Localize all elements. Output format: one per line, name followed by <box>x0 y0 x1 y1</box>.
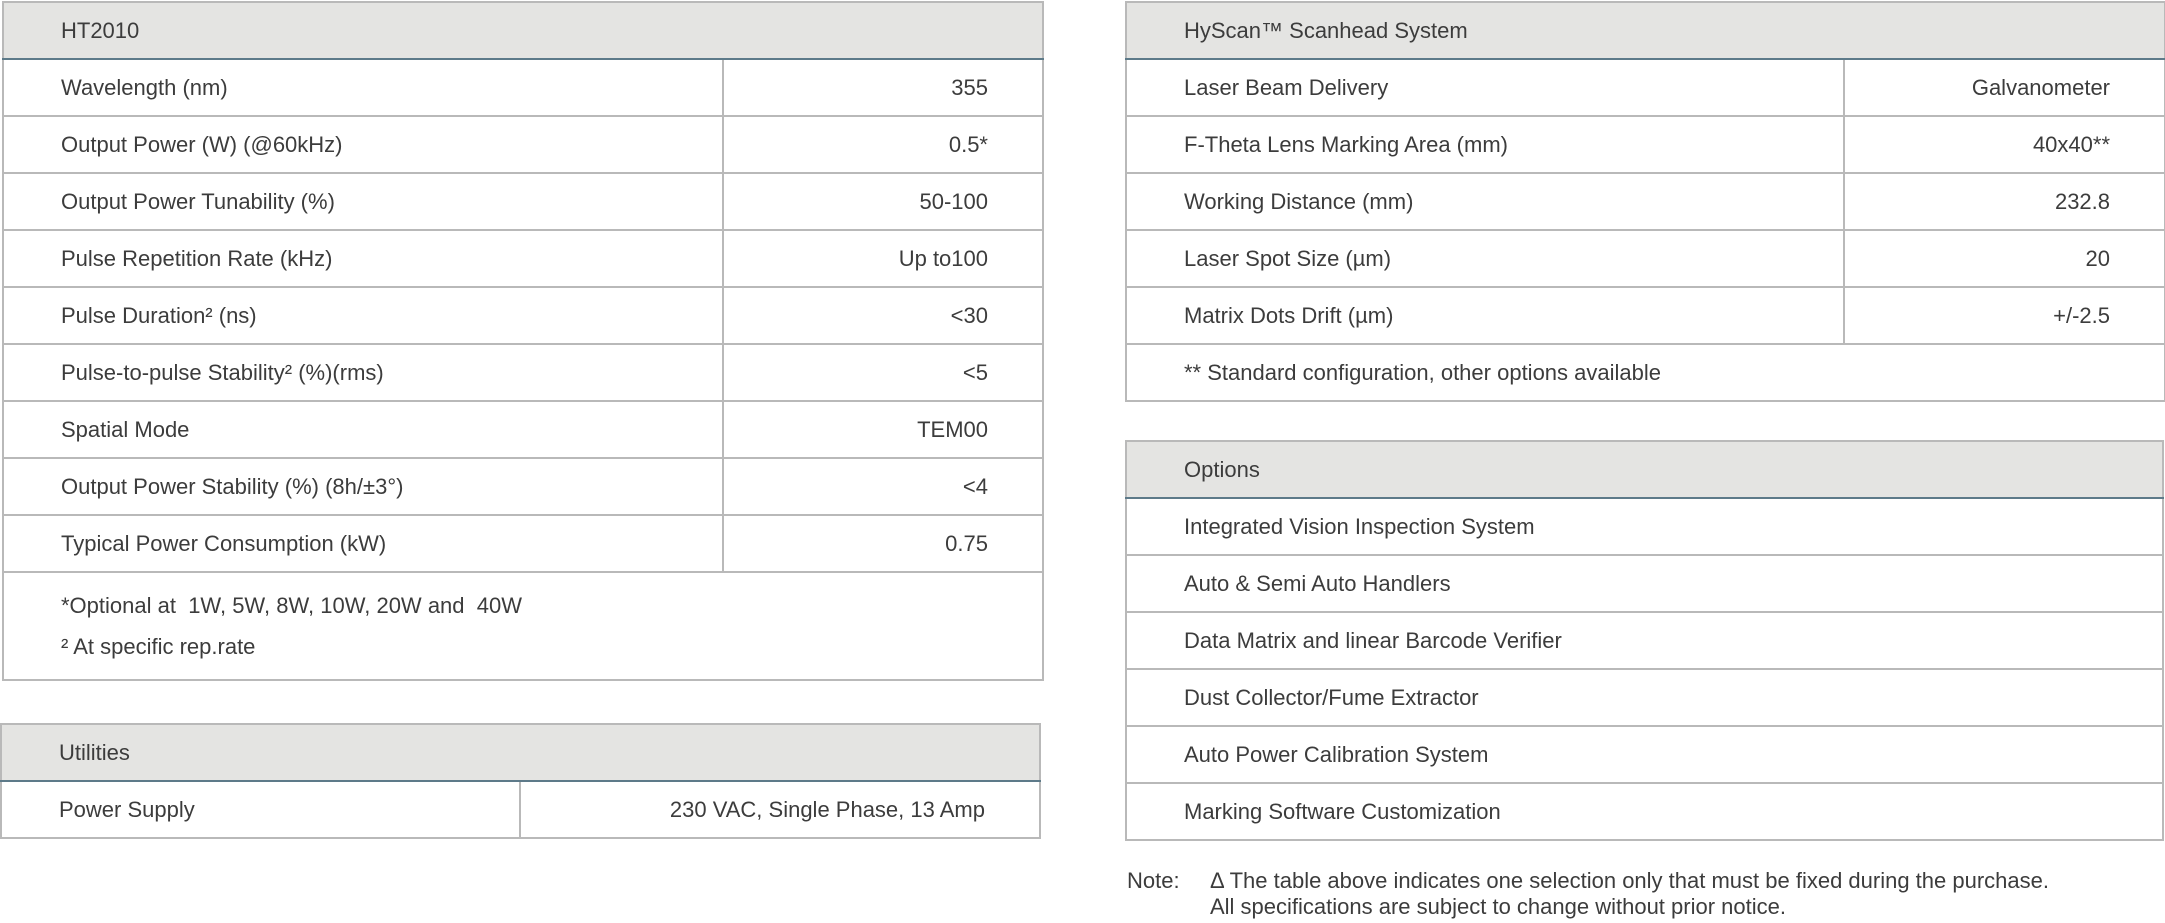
list-item <box>1126 783 2163 840</box>
spec-label: Working Distance (mm) <box>1126 173 1844 230</box>
table-row <box>3 59 1043 116</box>
hyscan-spec-table <box>1125 1 2165 402</box>
spec-label: Pulse Duration² (ns) <box>3 287 723 344</box>
spec-label: Output Power (W) (@60kHz) <box>3 116 723 173</box>
table-row <box>1126 230 2165 287</box>
option-label: Auto & Semi Auto Handlers <box>1126 555 2163 612</box>
table-row <box>1126 116 2165 173</box>
footnotes-row <box>3 572 1043 680</box>
table-row <box>3 116 1043 173</box>
note-line-selection: Δ The table above indicates one selection only that must be fixed during the purchase. <box>1210 868 2049 893</box>
spec-value: 0.75 <box>723 515 1043 572</box>
spec-value: 232.8 <box>1844 173 2165 230</box>
spec-value: <30 <box>723 287 1043 344</box>
table-row <box>3 287 1043 344</box>
spec-label: Laser Beam Delivery <box>1126 59 1844 116</box>
spec-label: Typical Power Consumption (kW) <box>3 515 723 572</box>
table-title: Utilities <box>1 724 1040 781</box>
spec-label: Wavelength (nm) <box>3 59 723 116</box>
table-title: HyScan™ Scanhead System <box>1126 2 2165 59</box>
table-title: Options <box>1126 441 2163 498</box>
table-title: HT2010 <box>3 2 1043 59</box>
spec-label: Laser Spot Size (µm) <box>1126 230 1844 287</box>
list-item <box>1126 612 2163 669</box>
hyscan-footnote: ** Standard configuration, other options available <box>1126 344 2165 401</box>
option-label: Dust Collector/Fume Extractor <box>1126 669 2163 726</box>
table-row <box>1126 287 2165 344</box>
spec-label: Output Power Tunability (%) <box>3 173 723 230</box>
spec-value: <5 <box>723 344 1043 401</box>
table-row <box>3 458 1043 515</box>
option-label: Data Matrix and linear Barcode Verifier <box>1126 612 2163 669</box>
footnote-optional-power: *Optional at 1W, 5W, 8W, 10W, 20W and 40W <box>61 593 522 618</box>
option-label: Integrated Vision Inspection System <box>1126 498 2163 555</box>
utilities-table <box>0 723 1041 839</box>
spec-value: 355 <box>723 59 1043 116</box>
table-row <box>3 173 1043 230</box>
list-item <box>1126 669 2163 726</box>
table-row <box>1126 59 2165 116</box>
note-text <box>1210 868 2049 920</box>
spec-value: Galvanometer <box>1844 59 2165 116</box>
list-item <box>1126 726 2163 783</box>
table-row <box>3 230 1043 287</box>
ht2010-spec-table <box>2 1 1044 681</box>
list-item <box>1126 498 2163 555</box>
list-item <box>1126 555 2163 612</box>
spec-label: Pulse Repetition Rate (kHz) <box>3 230 723 287</box>
options-table <box>1125 440 2164 841</box>
footnotes-cell <box>3 572 1043 680</box>
table-row <box>3 344 1043 401</box>
spec-label: F-Theta Lens Marking Area (mm) <box>1126 116 1844 173</box>
spec-value: 50-100 <box>723 173 1043 230</box>
spec-label: Spatial Mode <box>3 401 723 458</box>
spec-value: TEM00 <box>723 401 1043 458</box>
table-row <box>1 781 1040 838</box>
note-line-disclaimer: All specifications are subject to change without prior notice. <box>1210 894 1786 919</box>
option-label: Marking Software Customization <box>1126 783 2163 840</box>
spec-label: Matrix Dots Drift (µm) <box>1126 287 1844 344</box>
table-row <box>1126 173 2165 230</box>
spec-label: Pulse-to-pulse Stability² (%)(rms) <box>3 344 723 401</box>
footnotes-row <box>1126 344 2165 401</box>
table-row <box>3 401 1043 458</box>
spec-label: Output Power Stability (%) (8h/±3°) <box>3 458 723 515</box>
spec-value: <4 <box>723 458 1043 515</box>
spec-label: Power Supply <box>1 781 520 838</box>
spec-value: 230 VAC, Single Phase, 13 Amp <box>520 781 1040 838</box>
spec-value: 20 <box>1844 230 2165 287</box>
note-label: Note: <box>1127 868 1180 893</box>
spec-value: 0.5* <box>723 116 1043 173</box>
table-row <box>3 515 1043 572</box>
option-label: Auto Power Calibration System <box>1126 726 2163 783</box>
spec-value: 40x40** <box>1844 116 2165 173</box>
spec-value: Up to100 <box>723 230 1043 287</box>
footer-note <box>1127 868 2049 920</box>
footnote-rep-rate: ² At specific rep.rate <box>61 634 256 659</box>
spec-value: +/-2.5 <box>1844 287 2165 344</box>
